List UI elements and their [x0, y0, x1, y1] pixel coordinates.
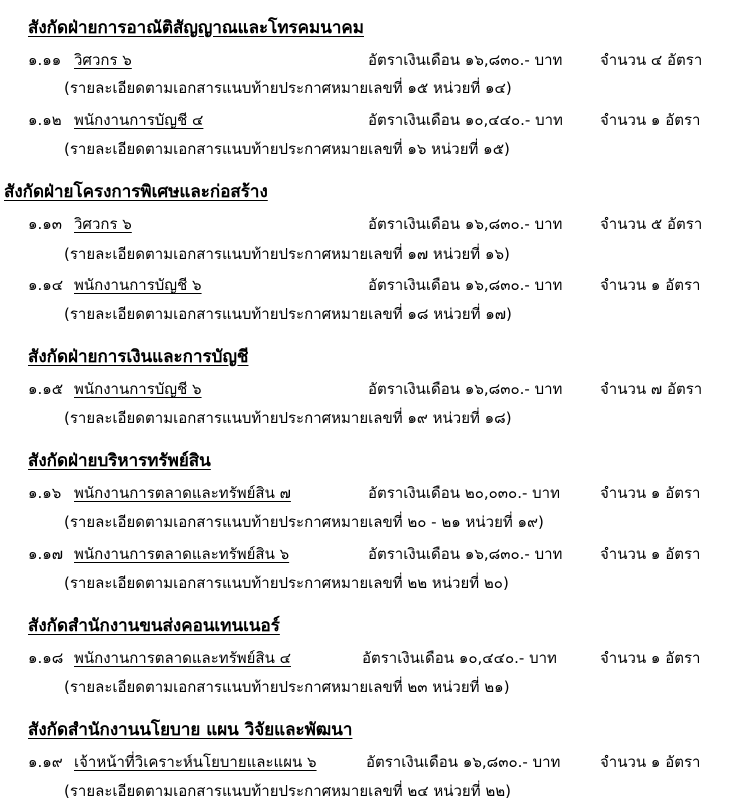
position-row-1-19	[0, 750, 756, 776]
salary-text: อัตราเงินเดือน ๑๖,๘๓๐.- บาท	[368, 215, 563, 233]
detail-note: (รายละเอียดตามเอกสารแนบท้ายประกาศหมายเลขที่ ๒๓ หน่วยที่ ๒๑)	[64, 678, 510, 696]
position-row-1-17	[0, 542, 756, 568]
vacancy-count: จำนวน ๑ อัตรา	[600, 753, 701, 771]
salary-text: อัตราเงินเดือน ๑๖,๘๓๐.- บาท	[368, 276, 563, 294]
position-title: พนักงานการตลาดและทรัพย์สิน ๔	[74, 649, 291, 667]
detail-note: (รายละเอียดตามเอกสารแนบท้ายประกาศหมายเลขที่ ๑๘ หน่วยที่ ๑๗)	[64, 305, 512, 323]
detail-note: (รายละเอียดตามเอกสารแนบท้ายประกาศหมายเลขที่ ๑๗ หน่วยที่ ๑๖)	[64, 245, 510, 263]
position-title: วิศวกร ๖	[74, 51, 132, 69]
section-heading-asset-management: สังกัดฝ่ายบริหารทรัพย์สิน	[28, 451, 211, 471]
position-row-1-18	[0, 646, 756, 672]
salary-text: อัตราเงินเดือน ๑๖,๘๓๐.- บาท	[366, 753, 561, 771]
position-title: วิศวกร ๖	[74, 215, 132, 233]
vacancy-count: จำนวน ๑ อัตรา	[600, 276, 701, 294]
detail-note: (รายละเอียดตามเอกสารแนบท้ายประกาศหมายเลขที่ ๑๕ หน่วยที่ ๑๔)	[64, 79, 512, 97]
vacancy-count: จำนวน ๔ อัตรา	[600, 51, 703, 69]
detail-note: (รายละเอียดตามเอกสารแนบท้ายประกาศหมายเลขที่ ๑๖ หน่วยที่ ๑๕)	[64, 140, 510, 158]
item-number: ๑.๑๒	[28, 111, 62, 129]
vacancy-count: จำนวน ๕ อัตรา	[600, 215, 703, 233]
item-number: ๑.๑๓	[28, 215, 63, 233]
vacancy-count: จำนวน ๑ อัตรา	[600, 484, 701, 502]
item-number: ๑.๑๙	[28, 753, 63, 771]
section-heading-container-transport: สังกัดสำนักงานขนส่งคอนเทนเนอร์	[28, 616, 280, 636]
position-row-1-16	[0, 481, 756, 507]
vacancy-count: จำนวน ๑ อัตรา	[600, 111, 701, 129]
item-number: ๑.๑๘	[28, 649, 64, 667]
position-title: พนักงานการบัญชี ๔	[74, 111, 204, 129]
detail-note: (รายละเอียดตามเอกสารแนบท้ายประกาศหมายเลขที่ ๒๒ หน่วยที่ ๒๐)	[64, 574, 509, 592]
position-title: พนักงานการบัญชี ๖	[74, 380, 202, 398]
item-number: ๑.๑๗	[28, 545, 64, 563]
item-number: ๑.๑๔	[28, 276, 64, 294]
position-row-1-14	[0, 273, 756, 299]
position-title: พนักงานการบัญชี ๖	[74, 276, 202, 294]
item-number: ๑.๑๑	[28, 51, 62, 69]
position-row-1-13	[0, 212, 756, 238]
vacancy-count: จำนวน ๑ อัตรา	[600, 649, 701, 667]
salary-text: อัตราเงินเดือน ๑๐,๔๔๐.- บาท	[368, 111, 563, 129]
section-heading-signaling: สังกัดฝ่ายการอาณัติสัญญาณและโทรคมนาคม	[28, 18, 364, 38]
position-title: พนักงานการตลาดและทรัพย์สิน ๗	[74, 484, 291, 502]
vacancy-count: จำนวน ๗ อัตรา	[600, 380, 703, 398]
position-row-1-12	[0, 108, 756, 134]
position-row-1-15	[0, 377, 756, 403]
salary-text: อัตราเงินเดือน ๑๖,๘๓๐.- บาท	[368, 51, 563, 69]
item-number: ๑.๑๖	[28, 484, 62, 502]
section-heading-finance: สังกัดฝ่ายการเงินและการบัญชี	[28, 347, 249, 367]
section-heading-policy-planning: สังกัดสำนักงานนโยบาย แผน วิจัยและพัฒนา	[28, 720, 353, 740]
section-heading-special-projects: สังกัดฝ่ายโครงการพิเศษและก่อสร้าง	[4, 182, 268, 202]
detail-note: (รายละเอียดตามเอกสารแนบท้ายประกาศหมายเลขที่ ๒๔ หน่วยที่ ๒๒)	[64, 782, 512, 800]
position-title: เจ้าหน้าที่วิเคราะห์นโยบายและแผน ๖	[74, 753, 317, 771]
salary-text: อัตราเงินเดือน ๑๐,๔๔๐.- บาท	[362, 649, 557, 667]
position-row-1-11	[0, 48, 756, 74]
item-number: ๑.๑๕	[28, 380, 64, 398]
salary-text: อัตราเงินเดือน ๑๖,๘๓๐.- บาท	[368, 545, 563, 563]
position-title: พนักงานการตลาดและทรัพย์สิน ๖	[74, 545, 290, 563]
salary-text: อัตราเงินเดือน ๒๐,๐๓๐.- บาท	[368, 484, 560, 502]
detail-note: (รายละเอียดตามเอกสารแนบท้ายประกาศหมายเลขที่ ๒๐ - ๒๑ หน่วยที่ ๑๙)	[64, 513, 544, 531]
salary-text: อัตราเงินเดือน ๑๖,๘๓๐.- บาท	[368, 380, 563, 398]
detail-note: (รายละเอียดตามเอกสารแนบท้ายประกาศหมายเลขที่ ๑๙ หน่วยที่ ๑๘)	[64, 409, 512, 427]
vacancy-count: จำนวน ๑ อัตรา	[600, 545, 701, 563]
